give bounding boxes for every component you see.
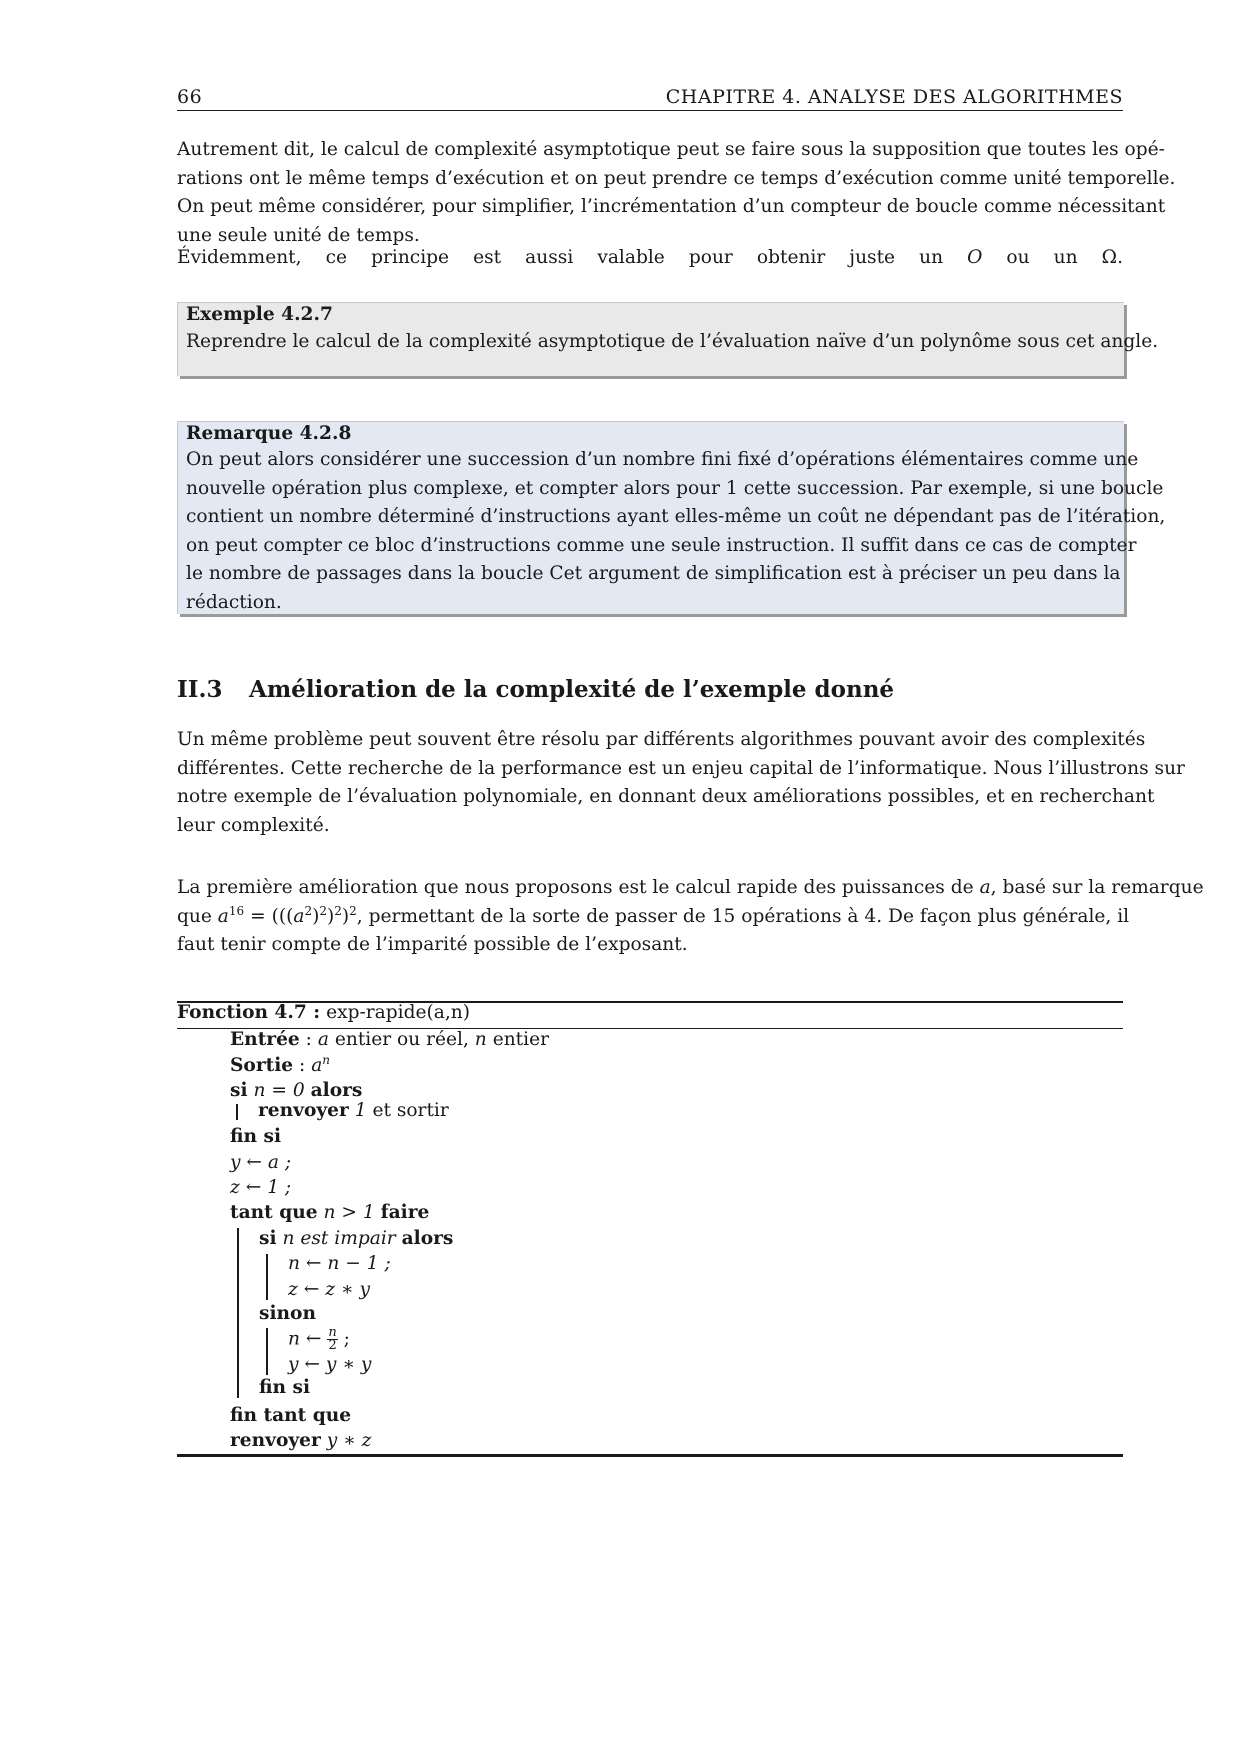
algo-line-mul-z [288,1279,370,1300]
keyword: si [259,1228,277,1249]
evidemment-paragraph [177,244,1123,273]
math-exp: 2 [304,903,313,918]
text-span: : [299,1029,318,1050]
text-line: faut tenir compte de l’imparité possible de l’exposant. [177,934,688,956]
text-line: une seule unité de temps. [177,224,420,246]
section-heading [177,676,894,703]
math-exp: 2 [334,903,342,918]
math-text: ; [337,1328,350,1350]
algo-line-dec-n [288,1253,391,1274]
text-line: différentes. Cette recherche de la performance est un enjeu capital de l’informatique. Nous l’illustrons sur [177,757,1185,779]
example-box [177,302,1159,376]
example-body [178,325,1159,357]
numerator: n [328,1325,337,1340]
paragraph-improvement [177,726,1185,840]
text-line: contient un nombre déterminé d’instructions ayant elles-même un coût ne dépendant pas de l’itération, [186,506,1166,528]
page-number: 66 [177,86,203,108]
math-var: a [979,877,991,898]
math-var: O [967,247,983,268]
keyword: fin si [230,1126,282,1147]
algo-line-si2 [259,1228,453,1249]
block-bar [266,1254,268,1300]
running-head [177,86,1123,111]
math-expr: n ← n − 1 ; [288,1253,391,1274]
algo-title [177,1002,470,1023]
text-line: Un même problème peut souvent être résolu par différents algorithmes pouvant avoir des complexités [177,729,1146,750]
math-exp: 2 [349,903,357,918]
keyword: renvoyer [258,1100,349,1121]
math-var: a [293,905,305,927]
block-bar [236,1104,238,1120]
text-line: notre exemple de l’évaluation polynomiale, en donnant deux améliorations possibles, et en recherchant [177,786,1155,808]
text-line: On peut même considérer, pour simplifier, l’incrémentation d’un compteur de boucle comme nécessitant [177,196,1166,218]
math-expr: y ← a ; [230,1152,292,1173]
text-line: Autrement dit, le calcul de complexité asymptotique peut se faire sous la supposition que toutes les opé- [177,139,1165,160]
keyword: renvoyer [230,1430,321,1451]
math-expr: n ← [288,1328,328,1350]
text-line [177,903,1130,932]
algo-line-half-n [288,1327,350,1352]
math-exp: n [322,1052,331,1067]
algo-line-renvoyer [258,1100,449,1121]
algo-line-si [230,1080,362,1101]
block-bar [237,1228,239,1398]
paragraph-fast-power [177,874,1204,960]
text-span: , permettant de la sorte de passer de 15 opérations à 4. De façon plus générale, il [356,905,1130,927]
algo-line-entree [230,1029,549,1050]
math-expr: z ← z ∗ y [288,1279,370,1300]
math-text: ) [326,905,335,927]
keyword: fin si [259,1377,311,1398]
text-span: Évidemment, ce principe est aussi valable pour obtenir juste un [177,247,968,268]
keyword: fin tant que [230,1405,352,1426]
text-line: rations ont le même temps d’exécution et on peut prendre ce temps d’exécution comme unité temporelle. [177,167,1176,189]
text-span: ou un Ω. [982,247,1123,268]
math-var: n [474,1029,487,1050]
text-line: le nombre de passages dans la boucle Cet argument de simplification est à préciser un peu dans la [186,563,1121,585]
text-line [177,244,1123,273]
example-title: Exemple 4.2.7 [186,304,333,325]
remark-box [177,421,1166,614]
math-text: ) [312,905,320,927]
math-exp: 2 [319,903,327,918]
text-span: que [177,905,218,927]
text-line: on peut compter ce bloc d’instructions comme une seule instruction. Il suffit dans ce cas de compter [186,534,1137,556]
keyword: Sortie [230,1055,294,1076]
math-cond: n > 1 [317,1202,381,1223]
text-line: nouvelle opération plus complexe, et compter alors pour 1 cette succession. Par exemple, si une boucle [186,477,1164,499]
section-number: II.3 [177,676,223,703]
algo-line-return [230,1430,371,1451]
block-bar [266,1328,268,1375]
algo-name: exp-rapide(a,n) [320,1002,470,1023]
text-line [177,874,1204,903]
text-span: entier ou réel, [328,1029,475,1050]
math-var: a [317,1029,329,1050]
algo-line-finsi [230,1126,281,1147]
math-expr: y ← y ∗ y [288,1354,372,1375]
math-text: ) [341,905,350,927]
algo-line-assign-y [230,1152,291,1173]
math-expr: y ∗ z [320,1430,372,1451]
text-span: entier [486,1029,549,1050]
text-span: et sortir [372,1100,449,1121]
intro-paragraph [177,136,1176,250]
algo-bottom-rule [177,1454,1123,1457]
keyword: si [230,1080,248,1101]
keyword: tant que [230,1202,318,1223]
math-cond: n = 0 [247,1080,311,1101]
algo-line-finsi2 [259,1377,310,1398]
algo-line-sq-y [288,1354,371,1375]
denominator: 2 [328,1338,337,1353]
math-var: a [311,1055,323,1076]
algo-line-fintantque [230,1405,351,1426]
algo-line-sinon [259,1303,316,1324]
keyword: alors [401,1228,454,1249]
math-expr: z ← 1 ; [230,1177,292,1198]
fraction [327,1327,337,1352]
algo-line-tantque [230,1202,429,1223]
remark-title: Remarque 4.2.8 [186,423,352,444]
keyword: Entrée [230,1029,300,1050]
algo-label: Fonction 4.7 : [177,1002,321,1023]
math-var: 1 [348,1100,373,1121]
math-cond: n est impair [276,1228,402,1249]
chapter-title: CHAPITRE 4. ANALYSE DES ALGORITHMES [665,86,1123,108]
keyword: sinon [259,1303,316,1324]
math-exp: 16 [228,903,245,918]
math-var: a [217,905,229,927]
keyword: faire [380,1202,430,1223]
text-span: La première amélioration que nous proposons est le calcul rapide des puissances de [177,877,980,898]
text-span: : [293,1055,312,1076]
algo-line-assign-z [230,1177,291,1198]
remark-body [178,444,1166,618]
text-line: Reprendre le calcul de la complexité asymptotique de l’évaluation naïve d’un polynôme sous cet angle. [186,331,1159,352]
text-span: , basé sur la remarque [990,877,1204,898]
keyword: alors [310,1080,363,1101]
section-title: Amélioration de la complexité de l’exemple donné [249,676,895,703]
text-line: rédaction. [186,591,282,613]
text-line: leur complexité. [177,814,330,836]
algo-line-sortie [230,1052,331,1076]
text-line: On peut alors considérer une succession d’un nombre fini fixé d’opérations élémentaires comme une [186,449,1139,470]
math-text: = ((( [244,905,294,927]
